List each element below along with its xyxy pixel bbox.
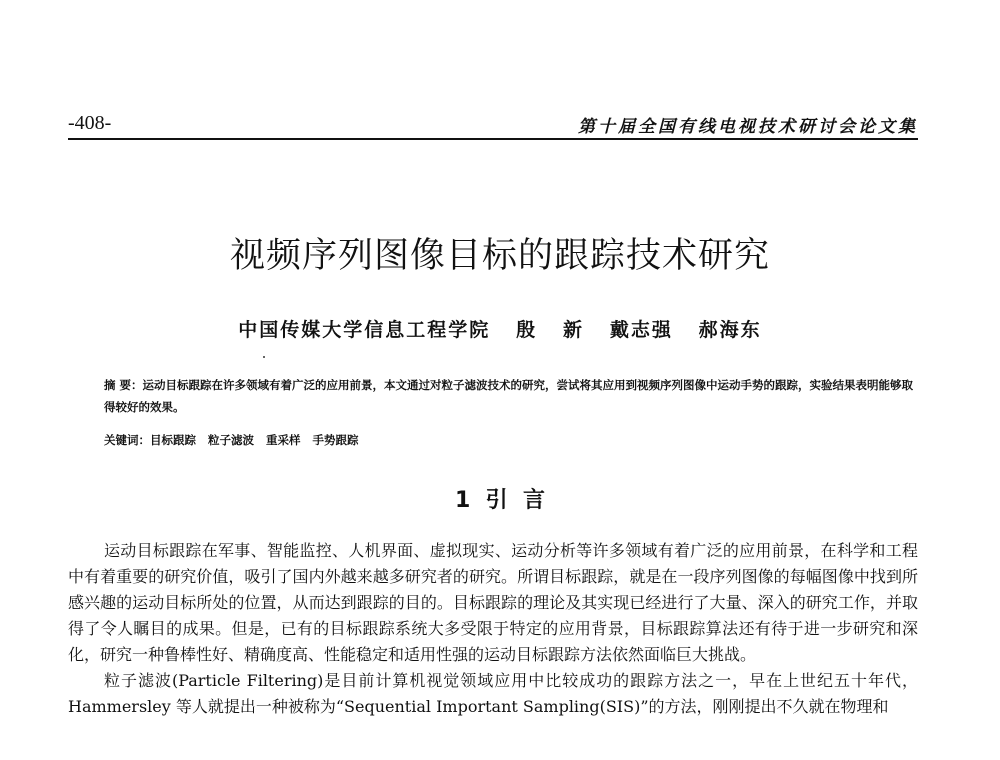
- keywords: 关键词：目标跟踪 粒子滤波 重采样 手势跟踪: [104, 433, 359, 447]
- paragraph-2: 粒子滤波(Particle Filtering)是目前计算机视觉领域应用中比较成功的跟踪方法之一，早在上世纪五十年代，Hammersley 等人就提出一种被称为“Sequential Important Sampling(SIS)”的方法，刚刚提出不久就在物理和: [68, 671, 918, 716]
- stray-dot: [263, 356, 265, 358]
- author-line: 中国传媒大学信息工程学院 殷 新 戴志强 郝海东: [238, 319, 762, 341]
- page-number: -408-: [68, 112, 112, 134]
- paper-title: 视频序列图像目标的跟踪技术研究: [229, 236, 770, 276]
- section-heading: 1 引 言: [455, 488, 545, 513]
- abstract: [68, 374, 918, 418]
- body-text: [68, 538, 918, 720]
- journal-title: 第十届全国有线电视技术研讨会论文集: [578, 117, 918, 137]
- abstract-text: 摘 要：运动目标跟踪在许多领域有着广泛的应用前景，本文通过对粒子滤波技术的研究，尝试将其应用到视频序列图像中运动手势的跟踪，实验结果表明能够取得较好的效果。: [104, 378, 913, 414]
- paragraph-1: 运动目标跟踪在军事、智能监控、人机界面、虚拟现实、运动分析等许多领域有着广泛的应用前景，在科学和工程中有着重要的研究价值，吸引了国内外越来越多研究者的研究。所谓目标跟踪，就是在一段序列图像的每幅图像中找到所感兴趣的运动目标所处的位置，从而达到跟踪的目的。目标跟踪的理论及其实现已经进行了大量、深入的研究工作，并取得了令人瞩目的成果。但是，已有的目标跟踪系统大多受限于特定的应用背景，目标跟踪算法还有待于进一步研究和深化，研究一种鲁棒性好、精确度高、性能稳定和适用性强的运动目标跟踪方法依然面临巨大挑战。: [68, 541, 918, 664]
- page-header: [68, 110, 918, 140]
